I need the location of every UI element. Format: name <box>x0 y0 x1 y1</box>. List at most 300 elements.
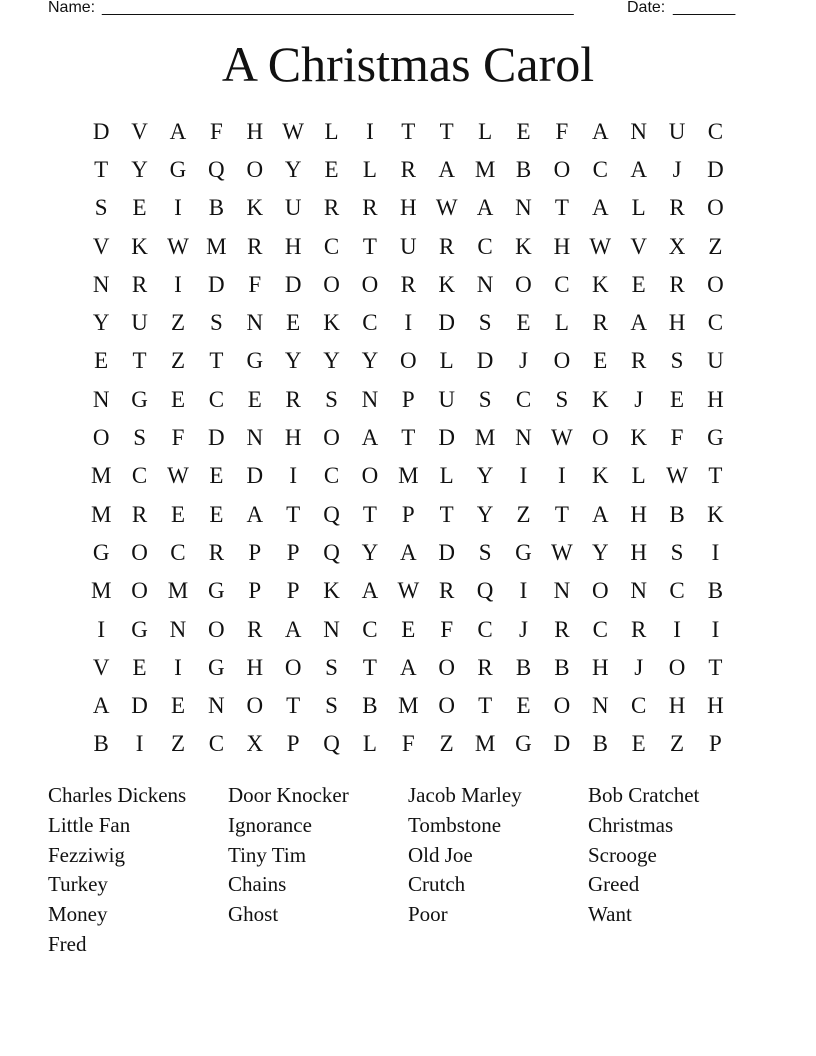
grid-letter[interactable]: K <box>323 578 340 604</box>
grid-letter[interactable]: L <box>439 348 454 374</box>
word-list-item: Bob Cratchet <box>588 783 700 807</box>
grid-letter[interactable]: C <box>707 310 724 336</box>
grid-letter[interactable]: T <box>708 654 723 680</box>
grid-letter[interactable]: R <box>439 233 455 259</box>
grid-letter[interactable]: W <box>435 195 458 221</box>
grid-letter[interactable]: E <box>324 156 339 182</box>
grid-letter[interactable]: Y <box>284 156 302 182</box>
grid-letter[interactable]: O <box>707 195 724 221</box>
grid-letter[interactable]: H <box>400 195 417 221</box>
grid-letter[interactable]: A <box>591 501 609 527</box>
grid-letter[interactable]: A <box>169 118 187 144</box>
grid-letter[interactable]: T <box>94 156 109 182</box>
grid-letter[interactable]: S <box>325 654 338 680</box>
grid-letter[interactable]: C <box>477 233 493 259</box>
grid-letter[interactable]: B <box>707 578 724 604</box>
grid-letter[interactable]: H <box>630 539 647 565</box>
grid-letter[interactable]: G <box>515 539 532 565</box>
grid-letter[interactable]: I <box>519 463 528 489</box>
grid-letter[interactable]: M <box>398 693 419 719</box>
grid-letter[interactable]: K <box>707 501 724 527</box>
grid-letter[interactable]: I <box>174 271 182 297</box>
grid-letter[interactable]: E <box>170 386 185 412</box>
grid-letter[interactable]: C <box>592 156 608 182</box>
grid-letter[interactable]: U <box>131 310 148 336</box>
grid-letter[interactable]: Z <box>439 731 454 757</box>
grid-letter[interactable]: U <box>707 348 724 374</box>
grid-letter[interactable]: F <box>440 616 454 642</box>
grid-letter[interactable]: O <box>707 271 724 297</box>
grid-letter[interactable]: N <box>208 693 225 719</box>
grid-letter[interactable]: R <box>669 271 685 297</box>
grid-letter[interactable]: N <box>361 386 379 412</box>
grid-letter[interactable]: Q <box>323 731 340 757</box>
grid-letter[interactable]: O <box>246 693 264 719</box>
grid-letter[interactable]: I <box>711 539 720 565</box>
grid-letter[interactable]: H <box>630 501 647 527</box>
grid-letter[interactable]: C <box>208 731 225 757</box>
word-list <box>48 782 768 961</box>
grid-letter[interactable]: M <box>167 578 189 604</box>
grid-letter[interactable]: H <box>246 654 264 680</box>
grid-letter[interactable]: D <box>246 463 264 489</box>
grid-letter[interactable]: E <box>132 654 147 680</box>
grid-letter[interactable]: T <box>554 195 569 221</box>
grid-letter[interactable]: O <box>400 348 417 374</box>
grid-letter[interactable]: N <box>476 271 494 297</box>
grid-letter[interactable]: E <box>209 501 224 527</box>
grid-letter[interactable]: M <box>474 425 496 451</box>
grid-letter[interactable]: U <box>438 386 456 412</box>
grid-letter[interactable]: E <box>593 348 608 374</box>
grid-letter[interactable]: O <box>323 271 340 297</box>
grid-letter[interactable]: H <box>553 233 571 259</box>
grid-letter[interactable]: B <box>554 654 570 680</box>
grid-letter[interactable]: N <box>92 271 110 297</box>
grid-letter[interactable]: T <box>439 118 454 144</box>
grid-letter[interactable]: E <box>670 386 685 412</box>
grid-letter[interactable]: D <box>707 156 724 182</box>
grid-letter[interactable]: N <box>246 425 264 451</box>
grid-letter[interactable]: A <box>361 578 379 604</box>
grid-letter[interactable]: K <box>630 425 647 451</box>
grid-letter[interactable]: S <box>670 348 684 374</box>
grid-letter[interactable]: P <box>709 731 722 757</box>
grid-letter[interactable]: F <box>555 118 569 144</box>
grid-letter[interactable]: O <box>591 578 609 604</box>
grid-letter[interactable]: K <box>591 463 609 489</box>
grid-letter[interactable]: J <box>519 348 528 374</box>
grid-letter[interactable]: I <box>519 578 528 604</box>
grid-letter[interactable]: Q <box>323 501 340 527</box>
grid-letter[interactable]: T <box>209 348 224 374</box>
grid-letter[interactable]: O <box>246 156 264 182</box>
grid-letter[interactable]: N <box>630 118 647 144</box>
grid-letter[interactable]: C <box>669 578 685 604</box>
grid-letter[interactable]: K <box>591 386 609 412</box>
grid-letter[interactable]: B <box>208 195 225 221</box>
grid-letter[interactable]: E <box>209 463 224 489</box>
grid-letter[interactable]: H <box>668 693 686 719</box>
grid-letter[interactable]: B <box>515 654 532 680</box>
grid-letter[interactable]: G <box>208 654 225 680</box>
name-field-line[interactable]: _____________________________________________________ <box>102 0 574 16</box>
grid-letter[interactable]: R <box>247 233 263 259</box>
grid-letter[interactable]: M <box>90 463 112 489</box>
word-list-item: Ignorance <box>228 812 312 837</box>
grid-letter[interactable]: R <box>131 501 148 527</box>
grid-letter[interactable]: G <box>92 539 110 565</box>
grid-letter[interactable]: W <box>666 463 688 489</box>
grid-letter[interactable]: B <box>515 156 532 182</box>
grid-letter[interactable]: G <box>515 731 532 757</box>
grid-letter[interactable]: I <box>673 616 681 642</box>
grid-letter[interactable]: H <box>707 386 724 412</box>
grid-letter[interactable]: N <box>92 386 110 412</box>
grid-letter[interactable]: K <box>515 233 532 259</box>
grid-letter[interactable]: A <box>246 501 264 527</box>
grid-letter[interactable]: Y <box>361 348 379 374</box>
grid-letter[interactable]: T <box>362 233 377 259</box>
grid-letter[interactable]: H <box>284 425 302 451</box>
grid-letter[interactable]: O <box>323 425 340 451</box>
grid-letter[interactable]: D <box>208 271 225 297</box>
grid-letter[interactable]: A <box>630 156 647 182</box>
grid-letter[interactable]: R <box>400 271 416 297</box>
grid-letter[interactable]: R <box>630 616 647 642</box>
grid-letter[interactable]: R <box>285 386 301 412</box>
grid-letter[interactable]: J <box>519 616 528 642</box>
grid-letter[interactable]: Z <box>670 731 685 757</box>
grid-letter[interactable]: A <box>591 118 609 144</box>
grid-letter[interactable]: C <box>323 233 340 259</box>
grid-letter[interactable]: C <box>630 693 647 719</box>
grid-letter[interactable]: C <box>515 386 532 412</box>
grid-letter[interactable]: T <box>362 501 377 527</box>
grid-letter[interactable]: Y <box>323 348 340 374</box>
grid-letter[interactable]: W <box>551 425 573 451</box>
grid-letter[interactable]: R <box>400 156 416 182</box>
grid-letter[interactable]: T <box>554 501 569 527</box>
grid-letter[interactable]: F <box>248 271 262 297</box>
grid-letter[interactable]: D <box>438 310 456 336</box>
grid-letter[interactable]: X <box>668 233 686 259</box>
word-list-item: Scrooge <box>588 842 657 867</box>
grid-letter[interactable]: N <box>246 310 264 336</box>
grid-letter[interactable]: F <box>670 425 684 451</box>
grid-letter[interactable]: V <box>131 118 148 144</box>
grid-letter[interactable]: Y <box>476 463 494 489</box>
grid-letter[interactable]: Z <box>708 233 723 259</box>
grid-letter[interactable]: L <box>324 118 339 144</box>
grid-letter[interactable]: O <box>553 693 571 719</box>
grid-letter[interactable]: T <box>401 118 416 144</box>
grid-letter[interactable]: W <box>282 118 304 144</box>
grid-letter[interactable]: O <box>92 425 110 451</box>
grid-letter[interactable]: E <box>170 693 185 719</box>
grid-letter[interactable]: G <box>131 616 148 642</box>
grid-letter[interactable]: R <box>669 195 685 221</box>
grid-letter[interactable]: X <box>246 731 264 757</box>
grid-letter[interactable]: I <box>174 654 182 680</box>
word-list-item: Tombstone <box>408 812 502 837</box>
grid-letter[interactable]: R <box>323 195 340 221</box>
grid-letter[interactable]: R <box>592 310 608 336</box>
grid-letter[interactable]: A <box>284 616 302 642</box>
grid-letter[interactable]: E <box>94 348 109 374</box>
grid-letter[interactable]: A <box>361 425 379 451</box>
grid-letter[interactable]: B <box>592 731 608 757</box>
grid-letter[interactable]: P <box>401 501 415 527</box>
grid-letter[interactable]: N <box>169 616 187 642</box>
grid-letter[interactable]: A <box>630 310 647 336</box>
grid-letter[interactable]: T <box>708 463 723 489</box>
grid-letter[interactable]: Q <box>476 578 494 604</box>
grid-letter[interactable]: C <box>477 616 493 642</box>
grid-letter[interactable]: C <box>554 271 570 297</box>
grid-letter[interactable]: C <box>592 616 608 642</box>
grid-letter[interactable]: O <box>361 463 379 489</box>
grid-letter[interactable]: T <box>401 425 416 451</box>
grid-letter[interactable]: M <box>474 731 496 757</box>
grid-letter[interactable]: E <box>247 386 262 412</box>
grid-letter[interactable]: O <box>361 271 379 297</box>
grid-letter[interactable]: E <box>631 271 646 297</box>
grid-letter[interactable]: Y <box>92 310 110 336</box>
grid-letter[interactable]: D <box>438 425 456 451</box>
grid-letter[interactable]: C <box>170 539 186 565</box>
grid-letter[interactable]: W <box>167 233 189 259</box>
grid-letter[interactable]: P <box>286 578 300 604</box>
grid-letter[interactable]: L <box>478 118 493 144</box>
grid-letter[interactable]: Y <box>361 539 379 565</box>
grid-letter[interactable]: B <box>362 693 378 719</box>
grid-letter[interactable]: K <box>131 233 148 259</box>
grid-letter[interactable]: C <box>323 463 340 489</box>
grid-letter[interactable]: Q <box>208 156 225 182</box>
grid-letter[interactable]: I <box>97 616 106 642</box>
grid-letter[interactable]: S <box>325 386 338 412</box>
grid-letter[interactable]: R <box>247 616 263 642</box>
grid-letter[interactable]: Y <box>284 348 302 374</box>
grid-letter[interactable]: N <box>515 195 532 221</box>
grid-letter[interactable]: O <box>668 654 686 680</box>
grid-letter[interactable]: G <box>131 386 148 412</box>
grid-letter[interactable]: O <box>284 654 302 680</box>
grid-letter[interactable]: D <box>476 348 494 374</box>
grid-letter[interactable]: R <box>362 195 378 221</box>
grid-letter[interactable]: S <box>94 195 108 221</box>
grid-letter[interactable]: I <box>711 616 720 642</box>
date-field-line[interactable]: _______ <box>673 0 736 16</box>
grid-letter[interactable]: K <box>246 195 264 221</box>
grid-letter[interactable]: K <box>438 271 456 297</box>
grid-letter[interactable]: H <box>591 654 609 680</box>
grid-letter[interactable]: S <box>325 693 338 719</box>
grid-letter[interactable]: M <box>90 501 112 527</box>
grid-letter[interactable]: V <box>630 233 647 259</box>
grid-letter[interactable]: M <box>474 156 496 182</box>
grid-letter[interactable]: C <box>707 118 724 144</box>
grid-letter[interactable]: P <box>286 731 300 757</box>
grid-letter[interactable]: D <box>438 539 456 565</box>
grid-letter[interactable]: C <box>131 463 148 489</box>
grid-letter[interactable]: S <box>478 539 492 565</box>
grid-letter[interactable]: L <box>362 156 377 182</box>
grid-letter[interactable]: R <box>131 271 148 297</box>
grid-letter[interactable]: N <box>591 693 609 719</box>
grid-letter[interactable]: J <box>634 654 644 680</box>
grid-letter[interactable]: S <box>478 310 492 336</box>
grid-letter[interactable]: D <box>208 425 225 451</box>
word-list-item: Crutch <box>408 872 466 897</box>
grid-letter[interactable]: U <box>284 195 302 221</box>
grid-letter[interactable]: E <box>516 118 531 144</box>
grid-letter[interactable]: B <box>669 501 685 527</box>
grid-letter[interactable]: R <box>439 578 455 604</box>
grid-letter[interactable]: L <box>554 310 569 336</box>
grid-letter[interactable]: T <box>132 348 147 374</box>
grid-letter[interactable]: S <box>209 310 223 336</box>
grid-letter[interactable]: A <box>438 156 456 182</box>
grid-letter[interactable]: G <box>169 156 187 182</box>
word-list-item: Money <box>48 902 108 927</box>
grid-letter[interactable]: O <box>515 271 532 297</box>
grid-letter[interactable]: N <box>515 425 532 451</box>
date-label: Date: <box>627 0 666 16</box>
grid-letter[interactable]: I <box>289 463 297 489</box>
grid-letter[interactable]: K <box>323 310 340 336</box>
grid-letter[interactable]: Z <box>516 501 531 527</box>
grid-letter[interactable]: S <box>478 386 492 412</box>
grid-letter[interactable]: I <box>404 310 413 336</box>
grid-letter[interactable]: Y <box>476 501 494 527</box>
grid-letter[interactable]: E <box>516 310 531 336</box>
grid-letter[interactable]: M <box>398 463 419 489</box>
grid-letter[interactable]: G <box>246 348 264 374</box>
grid-letter[interactable]: O <box>553 156 571 182</box>
grid-letter[interactable]: F <box>209 118 223 144</box>
grid-letter[interactable]: O <box>438 693 456 719</box>
grid-letter[interactable]: G <box>208 578 225 604</box>
grid-letter[interactable]: A <box>476 195 494 221</box>
word-list-item: Door Knocker <box>228 783 349 807</box>
grid-letter[interactable]: I <box>558 463 566 489</box>
grid-letter[interactable]: W <box>397 578 420 604</box>
grid-letter[interactable]: O <box>131 539 148 565</box>
grid-letter[interactable]: T <box>286 501 301 527</box>
grid-letter[interactable]: L <box>631 463 646 489</box>
grid-letter[interactable]: P <box>248 578 262 604</box>
grid-letter[interactable]: E <box>516 693 531 719</box>
grid-letter[interactable]: I <box>366 118 374 144</box>
grid-letter[interactable]: M <box>90 578 112 604</box>
grid-letter[interactable]: H <box>246 118 264 144</box>
grid-letter[interactable]: R <box>630 348 647 374</box>
grid-letter[interactable]: Z <box>170 310 185 336</box>
grid-letter[interactable]: K <box>591 271 609 297</box>
grid-letter[interactable]: D <box>131 693 148 719</box>
grid-letter[interactable]: S <box>133 425 146 451</box>
grid-letter[interactable]: M <box>206 233 227 259</box>
grid-letter[interactable]: R <box>208 539 225 565</box>
grid-letter[interactable]: R <box>477 654 493 680</box>
grid-letter[interactable]: H <box>284 233 302 259</box>
grid-letter[interactable]: A <box>400 654 417 680</box>
grid-letter[interactable]: N <box>323 616 340 642</box>
grid-letter[interactable]: T <box>439 501 454 527</box>
grid-letter[interactable]: Q <box>323 539 340 565</box>
grid-letter[interactable]: V <box>92 233 110 259</box>
grid-letter[interactable]: E <box>401 616 416 642</box>
grid-letter[interactable]: T <box>286 693 301 719</box>
grid-letter[interactable]: O <box>553 348 571 374</box>
grid-letter[interactable]: O <box>438 654 456 680</box>
grid-letter[interactable]: N <box>630 578 647 604</box>
grid-letter[interactable]: T <box>478 693 493 719</box>
grid-letter[interactable]: E <box>170 501 185 527</box>
grid-letter[interactable]: P <box>248 539 262 565</box>
grid-letter[interactable]: U <box>668 118 686 144</box>
grid-letter[interactable]: G <box>707 425 724 451</box>
grid-letter[interactable]: V <box>92 654 110 680</box>
grid-letter[interactable]: E <box>286 310 301 336</box>
grid-letter[interactable]: N <box>553 578 571 604</box>
grid-letter[interactable]: H <box>668 310 686 336</box>
grid-letter[interactable]: I <box>135 731 144 757</box>
grid-letter[interactable]: L <box>439 463 454 489</box>
grid-letter[interactable]: Y <box>131 156 148 182</box>
grid-letter[interactable]: F <box>401 731 415 757</box>
grid-letter[interactable]: O <box>131 578 148 604</box>
grid-letter[interactable]: D <box>284 271 302 297</box>
grid-letter[interactable]: R <box>554 616 570 642</box>
grid-letter[interactable]: D <box>92 118 110 144</box>
grid-letter[interactable]: L <box>362 731 377 757</box>
grid-letter[interactable]: B <box>93 731 109 757</box>
grid-letter[interactable]: S <box>670 539 684 565</box>
grid-letter[interactable]: A <box>92 693 110 719</box>
grid-letter[interactable]: P <box>401 386 415 412</box>
grid-letter[interactable]: Z <box>170 731 185 757</box>
grid-letter[interactable]: W <box>589 233 612 259</box>
grid-letter[interactable]: P <box>286 539 300 565</box>
grid-letter[interactable]: O <box>591 425 609 451</box>
grid-letter[interactable]: H <box>707 693 724 719</box>
grid-letter[interactable]: Z <box>170 348 185 374</box>
grid-letter[interactable]: C <box>362 616 378 642</box>
grid-letter[interactable]: I <box>174 195 182 221</box>
grid-letter[interactable]: J <box>634 386 644 412</box>
grid-letter[interactable]: C <box>208 386 225 412</box>
grid-letter[interactable]: F <box>171 425 185 451</box>
grid-letter[interactable]: C <box>362 310 378 336</box>
grid-letter[interactable]: L <box>631 195 646 221</box>
grid-letter[interactable]: Y <box>591 539 609 565</box>
grid-letter[interactable]: O <box>208 616 225 642</box>
grid-letter[interactable]: S <box>555 386 569 412</box>
grid-letter[interactable]: T <box>362 654 377 680</box>
grid-letter[interactable]: E <box>631 731 646 757</box>
grid-letter[interactable]: D <box>553 731 571 757</box>
grid-letter[interactable]: W <box>551 539 573 565</box>
grid-letter[interactable]: A <box>400 539 417 565</box>
grid-letter[interactable]: U <box>400 233 417 259</box>
grid-letter[interactable]: A <box>591 195 609 221</box>
grid-letter[interactable]: W <box>167 463 189 489</box>
grid-letter[interactable]: E <box>132 195 147 221</box>
grid-letter[interactable]: J <box>672 156 682 182</box>
